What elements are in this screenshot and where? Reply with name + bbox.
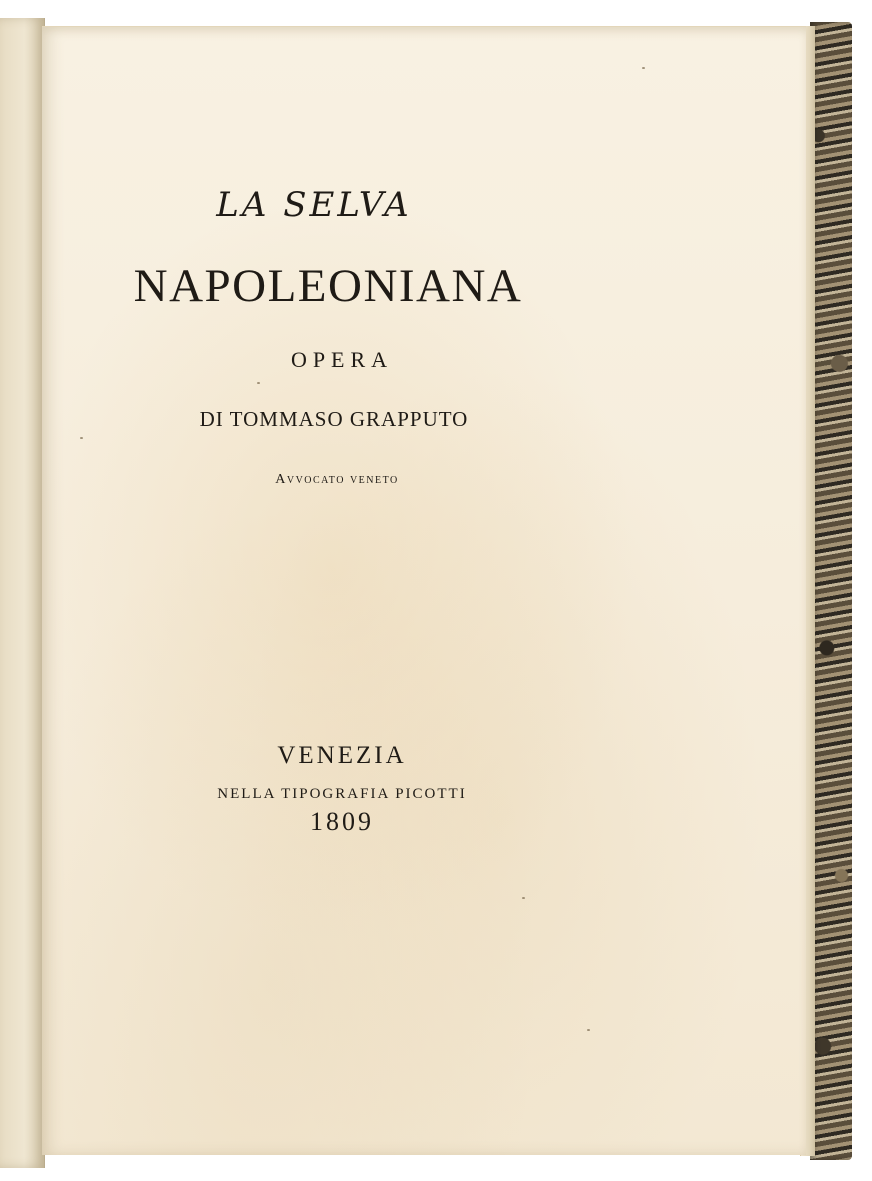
title-line-2: NAPOLEONIANA [133,260,523,312]
author-line: DI TOMMASO GRAPPUTO [199,407,469,431]
paper-speck [587,1029,590,1031]
imprint-place: VENEZIA [277,742,407,769]
imprint-printer: NELLA TIPOGRAFIA PICOTTI [217,786,467,802]
paper-speck [642,67,645,69]
paper-speck [257,382,260,384]
work-label: OPERA [290,347,394,372]
title-page [42,26,806,1155]
author-profession: Avvocato veneto [275,472,399,487]
title-line-1: LA SELVA [216,185,412,225]
imprint-year: 1809 [310,807,374,836]
paper-speck [80,437,83,439]
marbled-board-edge [810,22,852,1160]
paper-speck [522,897,525,899]
